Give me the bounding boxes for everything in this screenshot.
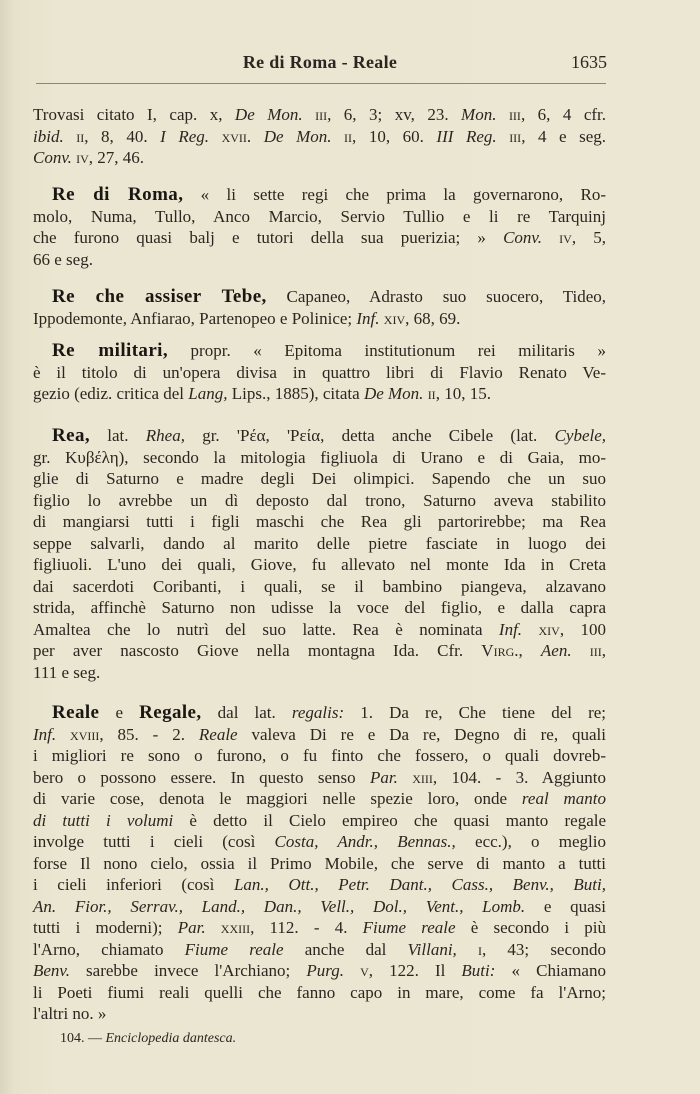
text-run: involge tutti i cieli (così xyxy=(33,832,275,851)
text-run: , 5, xyxy=(571,228,607,247)
text-line xyxy=(33,982,606,1004)
text-run: che furono quasi balj e tutori della sua puerizia; » xyxy=(33,228,504,247)
text-run: , 122. Il xyxy=(368,961,462,980)
text-run xyxy=(572,641,590,660)
text-run: , 112. - 4. xyxy=(250,918,363,937)
text-line xyxy=(33,249,606,271)
entry-headword: Re militari, xyxy=(52,340,168,361)
text-run xyxy=(542,228,559,247)
text-run: gezio (ediz. critica del xyxy=(33,384,189,403)
text-run: strida, affinchè Saturno non udisse la voce del figlio, e dalla capra xyxy=(33,598,606,617)
text-run xyxy=(497,127,510,146)
text-line xyxy=(33,640,606,662)
text-run: 66 e seg. xyxy=(33,249,93,269)
text-run xyxy=(496,105,508,124)
text-line xyxy=(33,853,606,875)
text-run: gr. Κυβέλη), secondo la mitologia figliuola di Urano e di Gaia, mo- xyxy=(33,447,606,467)
entry-headword: Re che assiser Tebe, xyxy=(52,286,267,307)
text-run: e quasi xyxy=(525,896,606,916)
running-header xyxy=(33,52,607,78)
text-line xyxy=(33,126,606,148)
text-run: dal lat. xyxy=(201,703,292,722)
roman-numeral: Virg. xyxy=(481,641,519,660)
footer-signature xyxy=(60,1031,236,1047)
text-run xyxy=(303,105,315,124)
text-run: l'Arno, chiamato xyxy=(33,939,185,959)
italic-reference: Villani, xyxy=(407,939,457,959)
roman-numeral: iv xyxy=(76,148,89,167)
text-run xyxy=(398,768,412,787)
text-run: lat. xyxy=(90,426,146,445)
text-run: . xyxy=(246,126,264,146)
text-run: tutti i moderni); xyxy=(33,918,178,937)
text-line xyxy=(33,702,606,724)
text-line xyxy=(33,896,606,918)
text-run: , 104. - 3. Aggiunto xyxy=(432,767,606,787)
italic-reference: Fiume reale xyxy=(362,918,456,937)
text-run: li Poeti fiumi reali quelli che fanno capo in mare, come fa l'Arno; xyxy=(33,982,606,1002)
italic-reference: Par. xyxy=(177,918,206,937)
italic-reference: Reale xyxy=(198,724,238,744)
italic-reference: ibid. xyxy=(33,126,64,146)
text-line xyxy=(33,1003,606,1025)
text-run: , 100 xyxy=(559,619,607,639)
text-run: Ippodemonte, Anfiarao, Partenopeo e Polinice; xyxy=(33,308,357,328)
text-run: è secondo i più xyxy=(455,918,607,937)
text-run: figliuoli. L'uno dei quali, Giove, fu allevato nel monte Ida in Creta xyxy=(33,555,606,574)
roman-numeral: v xyxy=(360,961,369,980)
work-title: Enciclopedia dantesca. xyxy=(105,1031,237,1046)
italic-reference: Rhea, xyxy=(145,426,185,445)
text-run: 111 e seg. xyxy=(33,662,101,682)
text-run: bero o possono essere. In questo senso xyxy=(33,767,370,787)
text-run xyxy=(344,961,360,980)
text-run: dai sacerdoti Coribanti, i quali, se il bambino piangeva, alzavano xyxy=(33,576,606,596)
text-line xyxy=(33,340,606,362)
text-line xyxy=(33,788,606,810)
italic-reference: Costa, Andr., Bennas., xyxy=(274,832,456,851)
text-line xyxy=(33,147,606,169)
header-rule xyxy=(36,83,606,84)
text-line xyxy=(33,831,606,853)
text-line xyxy=(33,810,606,832)
text-line xyxy=(33,362,606,384)
text-run: valeva Di re e Da re, Degno di re, quali xyxy=(237,724,606,744)
entry-reale-e-regale xyxy=(33,702,606,1025)
italic-reference: Purg. xyxy=(306,961,344,980)
text-run: e xyxy=(99,703,140,722)
text-line xyxy=(33,533,606,555)
text-run: di mangiarsi tutti i figli maschi che Rea gli partorirebbe; ma Rea xyxy=(33,512,606,531)
italic-reference: Lang, xyxy=(188,384,228,403)
text-run: , xyxy=(601,641,606,660)
text-run: anche dal xyxy=(283,939,408,959)
italic-reference: Aen. xyxy=(540,641,572,660)
italic-reference: I Reg. xyxy=(160,126,210,146)
text-line xyxy=(33,206,606,228)
entry-headword: Re di Roma, xyxy=(52,184,184,205)
text-run xyxy=(209,127,222,146)
text-line xyxy=(33,308,606,330)
italic-reference: Inf. xyxy=(33,724,57,744)
entry-re-militari xyxy=(33,340,606,405)
text-run: « li sette regi che prima la governarono, Ro- xyxy=(183,185,606,204)
roman-numeral: iii xyxy=(589,641,602,660)
text-run: forse Il nono cielo, ossia il Primo Mobile, che serve di manto a tutti xyxy=(33,853,606,873)
italic-reference: III Reg. xyxy=(436,126,497,146)
text-run: , 6, 3; xv, 23. xyxy=(327,105,462,124)
text-line xyxy=(33,490,606,512)
entry-re-che-assiser-tebe xyxy=(33,286,606,329)
text-run: i migliori re sono o furono, o fu finto che fossero, o quali dovreb- xyxy=(33,746,606,765)
text-run: figlio lo avrebbe un dì deposto dal trono, Saturno aveva stabilito xyxy=(33,490,606,510)
text-run: « Chiamano xyxy=(495,961,606,980)
text-run: , 43; secondo xyxy=(481,939,607,959)
roman-numeral: xiii xyxy=(412,767,433,787)
italic-reference: De Mon. xyxy=(263,126,332,146)
text-line xyxy=(33,511,606,533)
text-line xyxy=(33,745,606,767)
roman-numeral: xviii xyxy=(70,724,100,744)
italic-reference: Conv. xyxy=(503,228,542,247)
text-line xyxy=(33,597,606,619)
italic-reference: Mon. xyxy=(461,105,497,124)
roman-numeral: iii xyxy=(509,126,522,146)
text-run: seppe salvarli, dando al marito delle pietre fasciate in luogo dei xyxy=(33,533,606,553)
text-run: di varie cose, denota le maggiori nelle spezie loro, onde xyxy=(33,789,522,808)
text-line xyxy=(33,619,606,641)
text-run: propr. « Epitoma institutionum rei militaris » xyxy=(167,341,606,360)
italic-reference: De Mon. xyxy=(363,384,424,403)
text-run: , 85. - 2. xyxy=(99,724,199,744)
text-run: , 8, 40. xyxy=(84,126,161,146)
text-line xyxy=(33,724,606,746)
roman-numeral: i xyxy=(477,939,482,959)
text-line xyxy=(33,939,606,961)
text-run: l'altri no. » xyxy=(33,1004,107,1023)
text-run: , 10, 60. xyxy=(352,126,437,146)
text-run xyxy=(331,127,344,146)
italic-reference: Inf. xyxy=(498,619,523,639)
italic-reference: Cybele, xyxy=(554,426,607,445)
text-run xyxy=(522,620,538,639)
text-line xyxy=(33,554,606,576)
entry-rea xyxy=(33,425,606,683)
page-number: 1635 xyxy=(571,52,607,72)
text-line xyxy=(33,576,606,598)
text-line xyxy=(33,468,606,490)
text-line xyxy=(33,104,606,126)
text-run: , 6, 4 cfr. xyxy=(520,105,607,124)
text-run: molo, Numa, Tullo, Anco Marcio, Servio Tullio e li re Tarquinj xyxy=(33,206,606,226)
roman-numeral: ii xyxy=(76,126,85,146)
text-run xyxy=(206,918,221,937)
roman-numeral: xxiii xyxy=(220,918,251,937)
italic-reference: real manto xyxy=(521,789,606,808)
italic-reference: Par. xyxy=(370,767,398,787)
text-run: , 68, 69. xyxy=(405,308,461,328)
text-line xyxy=(33,447,606,469)
text-run: Capaneo, Adrasto suo suocero, Tideo, xyxy=(266,287,607,306)
italic-reference: Lan., Ott., Petr. Dant., Cass., Benv., Buti, xyxy=(233,875,606,894)
text-line xyxy=(33,917,606,939)
text-run: Trovasi citato I, cap. x, xyxy=(33,105,235,124)
entry-headword: Rea, xyxy=(52,425,91,446)
text-line xyxy=(33,767,606,789)
text-run xyxy=(457,940,478,959)
text-run: , 27, 46. xyxy=(88,148,145,167)
text-run: , 10, 15. xyxy=(435,384,491,403)
roman-numeral: iii xyxy=(508,105,521,124)
italic-reference: Buti: xyxy=(461,961,496,980)
roman-numeral: iv xyxy=(559,228,572,247)
italic-reference: Conv. xyxy=(33,148,72,167)
text-run: , 4 e seg. xyxy=(521,126,607,146)
text-line xyxy=(33,227,606,249)
running-title: Re di Roma - Reale xyxy=(242,52,398,72)
text-run xyxy=(64,127,77,146)
text-line xyxy=(33,874,606,896)
signature-number: 104. — xyxy=(60,1031,106,1046)
text-run: , xyxy=(518,641,541,660)
text-line xyxy=(33,960,606,982)
italic-reference: Benv. xyxy=(33,961,70,980)
roman-numeral: xvii xyxy=(221,126,247,146)
text-run: Lips., 1885), citata xyxy=(227,384,364,403)
italic-reference: regalis: xyxy=(291,703,345,722)
entry-re-di-roma xyxy=(33,184,606,270)
text-run: ecc.), o meglio xyxy=(455,832,606,851)
text-line xyxy=(33,286,606,308)
text-run: Amaltea che lo nutrì del suo latte. Rea è nominata xyxy=(33,619,499,639)
italic-reference: De Mon. xyxy=(234,105,303,124)
text-run: i cieli inferiori (così xyxy=(33,875,234,894)
text-run: gr. 'Ρέα, 'Ρεία, detta anche Cibele (lat. xyxy=(184,426,555,445)
entry-headword: Reale xyxy=(52,702,100,723)
text-line xyxy=(33,383,606,405)
entry-continuation xyxy=(33,104,606,169)
text-run: è il titolo di un'opera divisa in quattro libri di Flavio Renato Ve- xyxy=(33,362,606,382)
text-run: glie di Saturno e madre degli Dei olimpici. Sapendo che un suo xyxy=(33,469,606,488)
text-run: per aver nascosto Giove nella montagna Ida. Cfr. xyxy=(33,641,482,660)
italic-reference: Fiume reale xyxy=(184,939,284,959)
italic-reference: An. Fior., Serrav., Land., Dan., Vell., Dol., Vent., Lomb. xyxy=(33,896,526,916)
text-line xyxy=(33,184,606,206)
roman-numeral: ii xyxy=(344,126,353,146)
text-run xyxy=(56,725,70,744)
roman-numeral: iii xyxy=(315,105,328,124)
text-run: 1. Da re, Che tiene del re; xyxy=(344,703,606,722)
roman-numeral: ii xyxy=(427,384,436,403)
entry-headword: Regale, xyxy=(139,702,202,723)
text-line xyxy=(33,425,606,447)
roman-numeral: xiv xyxy=(538,619,560,639)
italic-reference: di tutti i volumi xyxy=(33,810,174,830)
text-line xyxy=(33,662,606,684)
italic-reference: Inf. xyxy=(356,308,380,328)
roman-numeral: xiv xyxy=(383,308,406,328)
text-run: sarebbe invece l'Archiano; xyxy=(69,961,307,980)
text-run: è detto il Cielo empireo che quasi manto regale xyxy=(173,810,607,830)
